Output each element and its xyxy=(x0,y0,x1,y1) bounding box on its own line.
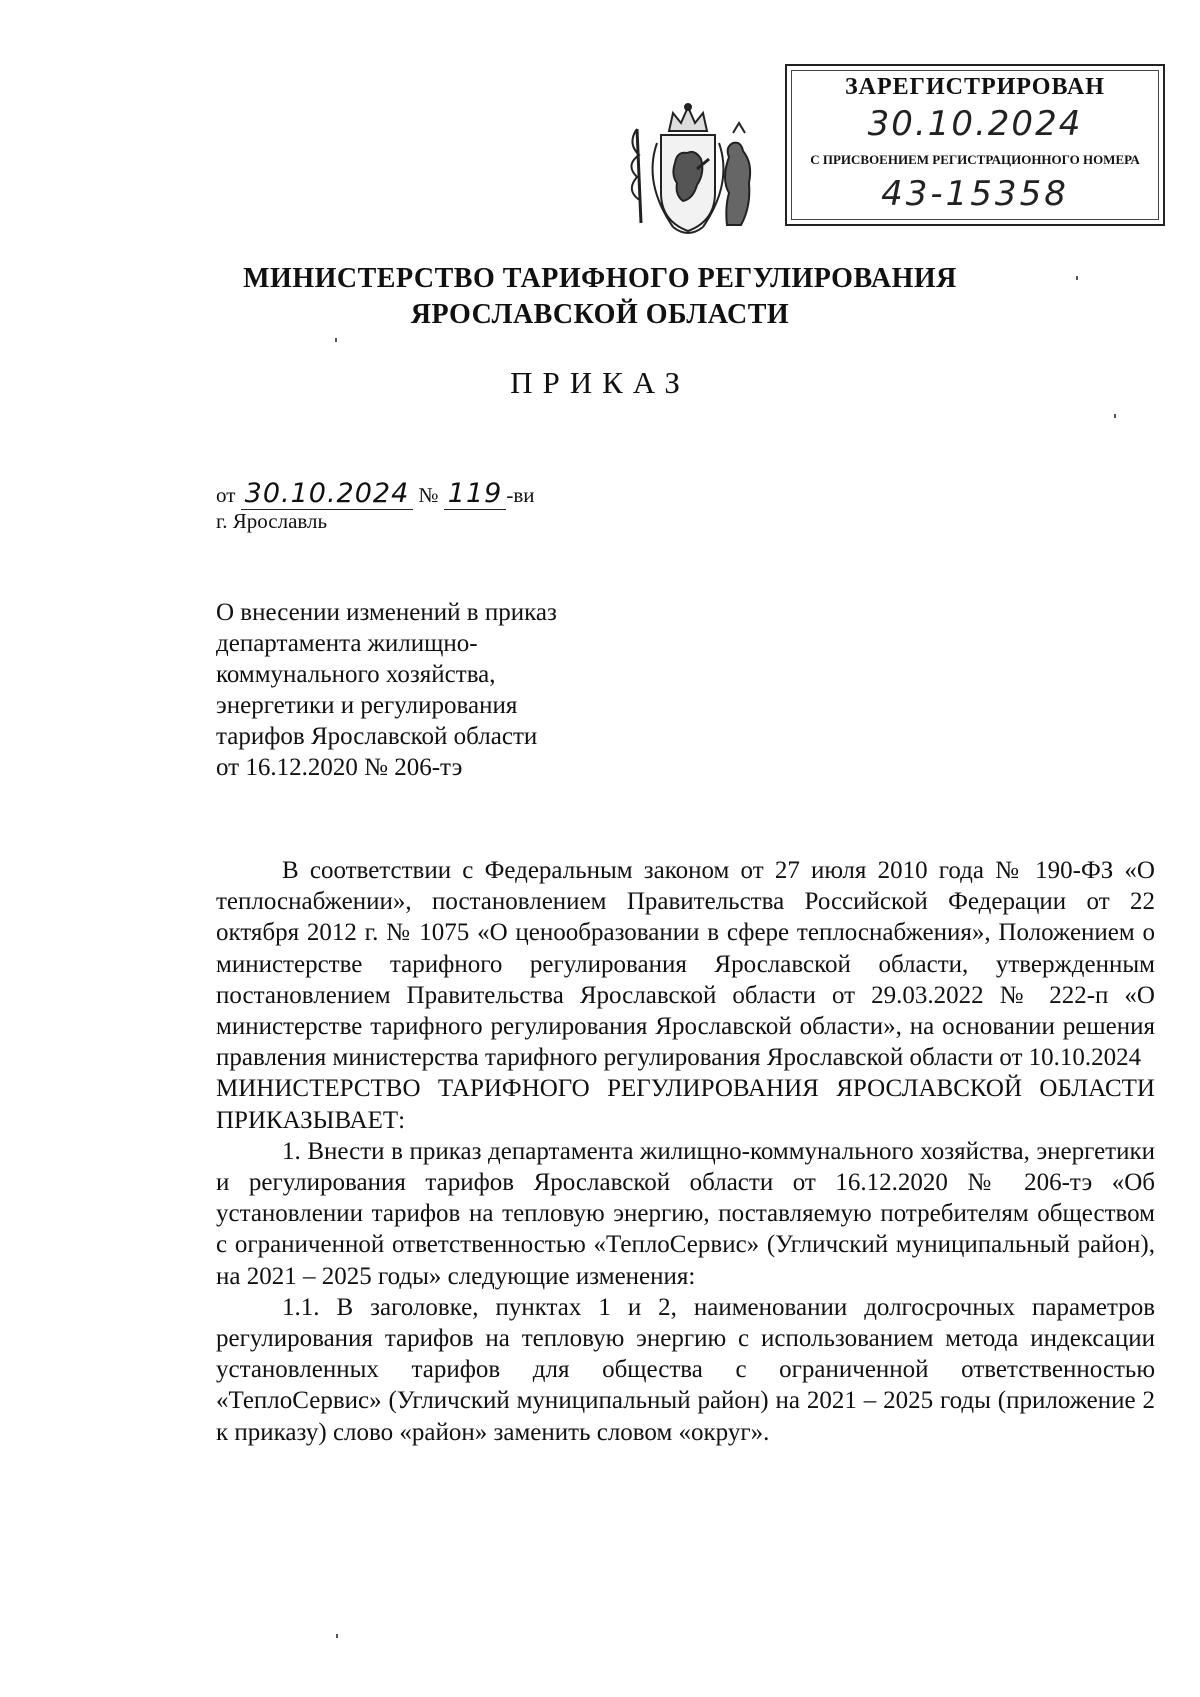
order-from-label: от xyxy=(216,483,236,507)
scan-speck xyxy=(336,1634,338,1638)
order-date: 30.10.2024 xyxy=(241,478,414,510)
resolution-paragraph: МИНИСТЕРСТВО ТАРИФНОГО РЕГУЛИРОВАНИЯ ЯРОСЛАВСКОЙ ОБЛАСТИ ПРИКАЗЫВАЕТ: xyxy=(216,1075,1155,1134)
stamp-date: 30.10.2024 xyxy=(867,104,1083,144)
scan-speck xyxy=(1114,414,1116,418)
item-1-paragraph: 1. Внести в приказ департамента жилищно-коммунального хозяйства, энергетики и регулирования тарифов Ярославской области от 16.12.2020 № 206-тэ «Об установлении тарифов на тепловую энергию, поставляемую потребителям обществом с ограниченной ответственностью «ТеплоСервис» (Угличский муниципальный район), на 2021 – 2025 годы» следующие изменения: xyxy=(216,1137,1155,1290)
registration-stamp xyxy=(785,64,1165,226)
order-city: г. Ярославль xyxy=(216,509,328,533)
scan-speck xyxy=(1076,276,1078,280)
subject-line: коммунального хозяйства, xyxy=(216,661,496,688)
subject-line: энергетики и регулирования xyxy=(216,692,518,719)
document-type-title: ПРИКАЗ xyxy=(510,365,690,400)
subject-line: тарифов Ярославской области xyxy=(216,723,538,750)
scan-speck xyxy=(335,338,337,342)
stamp-title: ЗАРЕГИСТРИРОВАН xyxy=(845,74,1105,100)
item-1-1-paragraph: 1.1. В заголовке, пунктах 1 и 2, наименовании долгосрочных параметров регулирования тарифов на тепловую энергию с использованием метода индексации установленных тарифов для общества с ограниченной ответственностью «ТеплоСервис» (Угличский муниципальный район) на 2021 – 2025 годы (приложение 2 к приказу) слово «район» заменить словом «округ». xyxy=(216,1293,1155,1446)
ministry-name-line2: ЯРОСЛАВСКОЙ ОБЛАСТИ xyxy=(410,299,790,330)
stamp-note: С ПРИСВОЕНИЕМ РЕГИСТРАЦИОННОГО НОМЕРА xyxy=(810,152,1140,167)
subject-line: от 16.12.2020 № 206-тэ xyxy=(216,754,463,781)
order-body xyxy=(216,855,1155,1448)
preamble-paragraph: В соответствии с Федеральным законом от 27 июля 2010 года № 190-ФЗ «О теплоснабжении», постановлением Правительства Российской Федерации от 22 октября 2012 г. № 1075 «О ценообразовании в сфере теплоснабжения», Положением о министерстве тарифного регулирования Ярославской области, утвержденным постановлением Правительства Ярославской области от 29.03.2022 № 222-п «О министерстве тарифного регулирования Ярославской области», на основании решения правления министерства тарифного регулирования Ярославской области от 10.10.2024 xyxy=(216,857,1155,1072)
subject-line: О внесении изменений в приказ xyxy=(216,599,557,626)
stamp-registration-number: 43-15358 xyxy=(881,174,1069,214)
order-date-number-line xyxy=(216,478,535,509)
order-number: 119 xyxy=(444,478,507,510)
subject-line: департамента жилищно- xyxy=(216,630,478,657)
order-subject xyxy=(216,597,636,783)
order-number-sign: № xyxy=(418,483,439,507)
ministry-name-line1: МИНИСТЕРСТВО ТАРИФНОГО РЕГУЛИРОВАНИЯ xyxy=(243,263,957,294)
yaroslavl-coat-of-arms-icon xyxy=(617,103,759,243)
order-number-suffix: -ви xyxy=(506,483,535,507)
